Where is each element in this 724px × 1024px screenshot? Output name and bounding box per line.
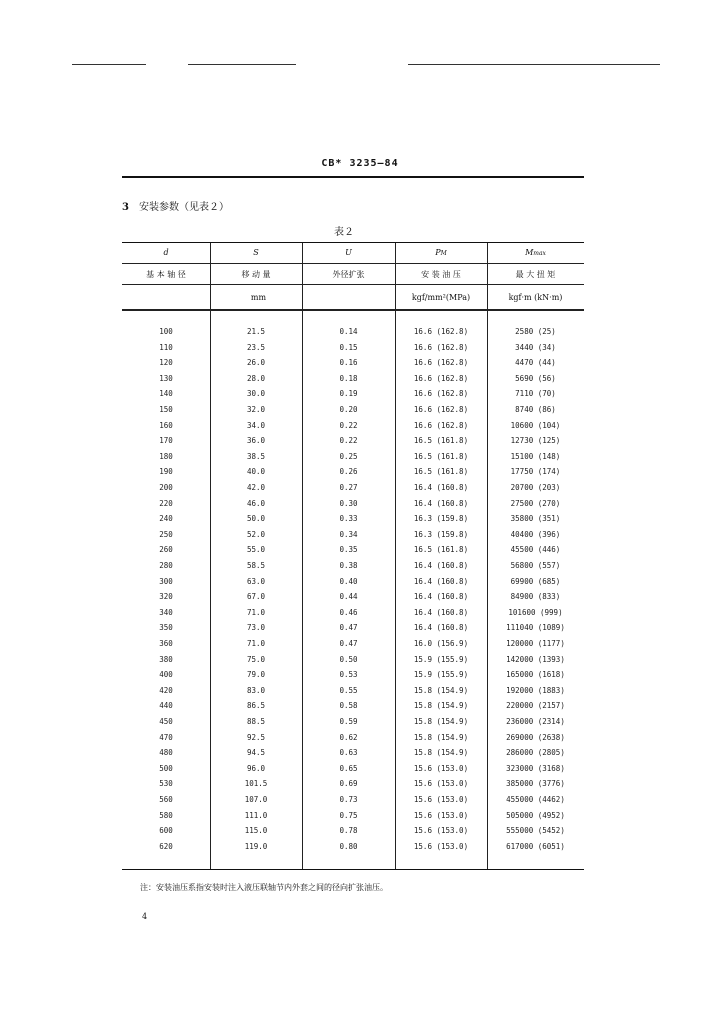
- cell-d: 380: [159, 654, 173, 664]
- cell-p: 16.3 (159.8): [413, 529, 469, 539]
- cell-d: 480: [159, 748, 173, 758]
- cell-m: 286000 (2805): [506, 748, 565, 758]
- cell-u: 0.26: [339, 467, 358, 477]
- table-row: [122, 358, 584, 373]
- cell-p: 15.6 (153.0): [413, 826, 469, 836]
- cell-s: 67.0: [246, 592, 266, 602]
- table-row: [122, 670, 584, 685]
- table-row: [122, 748, 584, 763]
- table-row: [122, 779, 584, 794]
- table-row: [122, 655, 584, 670]
- cell-m: 20700 (203): [510, 483, 561, 492]
- header-unit-pressure: kgf/mm²(MPa): [411, 293, 471, 302]
- cell-m: 192000 (1883): [506, 685, 565, 695]
- parameter-table: [122, 242, 584, 870]
- cell-m: 617000 (6051): [506, 841, 565, 851]
- scan-artifact-line: [72, 64, 146, 65]
- cell-p: 15.8 (154.9): [413, 701, 469, 711]
- cell-p: 16.4 (160.8): [413, 483, 469, 492]
- cell-u: 0.62: [339, 732, 358, 742]
- cell-u: 0.47: [339, 639, 358, 648]
- header-divider: [122, 263, 584, 264]
- cell-d: 300: [159, 576, 173, 586]
- table-row: [122, 374, 584, 389]
- table-row: [122, 592, 584, 607]
- cell-u: 0.65: [339, 763, 358, 773]
- table-row: [122, 686, 584, 701]
- cell-m: 2580 (25): [515, 327, 556, 336]
- cell-m: 220000 (2157): [506, 701, 565, 711]
- cell-p: 15.6 (153.0): [413, 841, 469, 851]
- table-row: [122, 389, 584, 404]
- cell-m: 15100 (148): [510, 451, 561, 461]
- cell-m: 505000 (4952): [506, 810, 565, 820]
- cell-p: 16.6 (162.8): [413, 420, 469, 430]
- cell-u: 0.47: [339, 623, 358, 633]
- cell-s: 52.0: [246, 529, 266, 539]
- cell-u: 0.73: [339, 795, 358, 804]
- header-symbol-mmax: Mmax: [525, 248, 546, 257]
- cell-u: 0.63: [339, 748, 358, 758]
- cell-u: 0.46: [339, 607, 358, 617]
- cell-s: 115.0: [244, 826, 268, 836]
- cell-s: 36.0: [246, 436, 266, 446]
- header-symbol-u: U: [345, 248, 352, 257]
- cell-u: 0.15: [339, 342, 358, 352]
- cell-m: 142000 (1393): [506, 654, 565, 664]
- cell-d: 350: [159, 623, 173, 633]
- cell-p: 15.6 (153.0): [413, 779, 469, 789]
- cell-s: 38.5: [246, 451, 266, 461]
- header-name-m: 最 大 扭 矩: [515, 270, 556, 279]
- cell-s: 50.0: [246, 514, 266, 524]
- cell-d: 400: [159, 670, 173, 680]
- cell-m: 35800 (351): [510, 514, 561, 524]
- cell-d: 530: [159, 779, 173, 789]
- cell-s: 101.5: [244, 779, 268, 789]
- cell-p: 15.8 (154.9): [413, 748, 469, 758]
- table-row: [122, 608, 584, 623]
- cell-s: 28.0: [246, 373, 266, 383]
- cell-d: 470: [159, 732, 173, 742]
- cell-d: 120: [159, 358, 173, 368]
- cell-s: 40.0: [246, 467, 266, 477]
- cell-p: 15.9 (155.9): [413, 670, 469, 680]
- cell-p: 16.3 (159.8): [413, 514, 469, 524]
- cell-s: 26.0: [246, 358, 266, 368]
- table-row: [122, 467, 584, 482]
- cell-p: 15.6 (153.0): [413, 795, 469, 804]
- cell-m: 7110 (70): [515, 389, 556, 399]
- table-row: [122, 343, 584, 358]
- table-caption: 表２: [334, 227, 354, 238]
- header-name-u: 外径扩张: [332, 270, 365, 279]
- cell-d: 240: [159, 514, 173, 524]
- cell-p: 16.4 (160.8): [413, 623, 469, 633]
- cell-u: 0.35: [339, 545, 358, 555]
- cell-m: 455000 (4462): [506, 795, 565, 804]
- cell-p: 16.6 (162.8): [413, 389, 469, 399]
- cell-d: 440: [159, 701, 173, 711]
- cell-u: 0.58: [339, 701, 358, 711]
- header-unit-mm: mm: [250, 293, 267, 302]
- header-bottom-rule: [122, 309, 584, 311]
- cell-u: 0.75: [339, 810, 358, 820]
- cell-s: 79.0: [246, 670, 266, 680]
- cell-p: 16.6 (162.8): [413, 358, 469, 368]
- table-row: [122, 499, 584, 514]
- table-row: [122, 733, 584, 748]
- table-row: [122, 811, 584, 826]
- section-heading: [122, 198, 229, 213]
- cell-d: 320: [159, 592, 173, 602]
- table-row: [122, 623, 584, 638]
- cell-u: 0.53: [339, 670, 358, 680]
- cell-d: 140: [159, 389, 173, 399]
- cell-u: 0.25: [339, 451, 358, 461]
- table-row: [122, 483, 584, 498]
- cell-s: 75.0: [246, 654, 266, 664]
- table-row: [122, 545, 584, 560]
- cell-s: 32.0: [246, 405, 266, 414]
- header-divider: [122, 284, 584, 285]
- cell-d: 150: [159, 405, 173, 414]
- table-row: [122, 405, 584, 420]
- table-row: [122, 514, 584, 529]
- cell-p: 16.5 (161.8): [413, 451, 469, 461]
- table-row: [122, 717, 584, 732]
- cell-u: 0.18: [339, 373, 358, 383]
- cell-d: 130: [159, 373, 173, 383]
- table-row: [122, 327, 584, 342]
- cell-p: 16.0 (156.9): [413, 639, 469, 648]
- cell-m: 40400 (396): [510, 529, 561, 539]
- cell-s: 71.0: [246, 607, 266, 617]
- header-name-p: 安 装 油 压: [421, 270, 461, 279]
- cell-s: 34.0: [246, 420, 266, 430]
- cell-u: 0.40: [339, 576, 358, 586]
- cell-s: 73.0: [246, 623, 266, 633]
- cell-u: 0.22: [339, 420, 358, 430]
- table-row: [122, 701, 584, 716]
- scan-artifact-line: [408, 64, 660, 65]
- cell-p: 16.5 (161.8): [413, 467, 469, 477]
- cell-s: 71.0: [246, 639, 266, 648]
- cell-m: 269000 (2638): [506, 732, 565, 742]
- cell-u: 0.30: [339, 498, 358, 508]
- cell-s: 21.5: [246, 327, 266, 336]
- cell-u: 0.27: [339, 483, 358, 492]
- header-symbol-pm: PM: [435, 248, 447, 257]
- cell-m: 385000 (3776): [506, 779, 565, 789]
- cell-d: 160: [159, 420, 173, 430]
- cell-u: 0.78: [339, 826, 358, 836]
- cell-p: 16.5 (161.8): [413, 436, 469, 446]
- cell-u: 0.55: [339, 685, 358, 695]
- cell-u: 0.69: [339, 779, 358, 789]
- cell-p: 15.8 (154.9): [413, 717, 469, 726]
- cell-m: 555000 (5452): [506, 826, 565, 836]
- cell-s: 92.5: [246, 732, 266, 742]
- cell-u: 0.50: [339, 654, 358, 664]
- cell-m: 323000 (3168): [506, 763, 565, 773]
- cell-u: 0.33: [339, 514, 358, 524]
- cell-p: 16.6 (162.8): [413, 327, 469, 336]
- cell-d: 420: [159, 685, 173, 695]
- cell-m: 120000 (1177): [506, 639, 565, 648]
- cell-s: 83.0: [246, 685, 266, 695]
- table-row: [122, 452, 584, 467]
- cell-u: 0.44: [339, 592, 358, 602]
- cell-u: 0.38: [339, 561, 358, 570]
- page-number: 4: [142, 912, 148, 921]
- header-rule: [122, 176, 584, 178]
- cell-s: 55.0: [246, 545, 266, 555]
- cell-p: 16.6 (162.8): [413, 373, 469, 383]
- cell-p: 16.4 (160.8): [413, 592, 469, 602]
- header-name-d: 基 本 轴 径: [146, 270, 186, 279]
- cell-d: 190: [159, 467, 173, 477]
- cell-d: 110: [159, 342, 173, 352]
- scan-artifact-line: [188, 64, 296, 65]
- cell-u: 0.22: [339, 436, 358, 446]
- cell-p: 16.4 (160.8): [413, 561, 469, 570]
- cell-d: 220: [159, 498, 173, 508]
- cell-d: 600: [159, 826, 173, 836]
- cell-u: 0.59: [339, 717, 358, 726]
- document-header: CB* 3235—84: [321, 158, 399, 169]
- cell-d: 280: [159, 561, 173, 570]
- cell-s: 58.5: [246, 561, 266, 570]
- cell-m: 236000 (2314): [506, 717, 565, 726]
- footnote: 注：安装油压系指安装时注入液压联轴节内外套之间的径向扩张油压。: [140, 883, 388, 892]
- section-title: 安装参数（见表２）: [138, 202, 229, 213]
- table-row: [122, 795, 584, 810]
- cell-d: 500: [159, 763, 173, 773]
- cell-s: 23.5: [246, 342, 266, 352]
- cell-m: 101600 (999): [508, 607, 563, 617]
- cell-s: 111.0: [244, 810, 268, 820]
- cell-d: 620: [159, 841, 173, 851]
- cell-u: 0.34: [339, 529, 358, 539]
- table-row: [122, 639, 584, 654]
- cell-u: 0.80: [339, 841, 358, 851]
- cell-s: 42.0: [246, 483, 266, 492]
- cell-s: 107.0: [244, 795, 268, 804]
- table-row: [122, 561, 584, 576]
- cell-d: 200: [159, 483, 173, 492]
- cell-d: 560: [159, 795, 173, 804]
- cell-s: 30.0: [246, 389, 266, 399]
- section-number: 3: [122, 202, 129, 213]
- cell-s: 63.0: [246, 576, 266, 586]
- cell-s: 119.0: [244, 841, 268, 851]
- cell-d: 180: [159, 451, 173, 461]
- cell-m: 17750 (174): [510, 467, 561, 477]
- cell-p: 15.6 (153.0): [413, 810, 469, 820]
- cell-d: 360: [159, 639, 173, 648]
- cell-m: 10600 (104): [510, 420, 561, 430]
- header-unit-torque: kgf·m (kN·m): [508, 293, 563, 302]
- cell-d: 260: [159, 545, 173, 555]
- table-row: [122, 842, 584, 857]
- table-row: [122, 764, 584, 779]
- cell-m: 12730 (125): [510, 436, 561, 446]
- cell-d: 450: [159, 717, 173, 726]
- cell-u: 0.14: [339, 327, 358, 336]
- cell-m: 45500 (446): [510, 545, 561, 555]
- cell-p: 15.9 (155.9): [413, 654, 469, 664]
- cell-s: 88.5: [246, 717, 266, 726]
- cell-d: 340: [159, 607, 173, 617]
- cell-p: 15.8 (154.9): [413, 732, 469, 742]
- cell-m: 27500 (270): [510, 498, 561, 508]
- table-row: [122, 436, 584, 451]
- cell-m: 111040 (1089): [506, 623, 565, 633]
- cell-u: 0.16: [339, 358, 358, 368]
- cell-p: 16.4 (160.8): [413, 607, 469, 617]
- cell-d: 100: [159, 327, 173, 336]
- cell-d: 250: [159, 529, 173, 539]
- cell-m: 5690 (56): [515, 373, 556, 383]
- cell-m: 8740 (86): [515, 405, 556, 414]
- cell-p: 15.6 (153.0): [413, 763, 469, 773]
- cell-p: 16.6 (162.8): [413, 342, 469, 352]
- cell-u: 0.20: [339, 405, 358, 414]
- cell-s: 94.5: [246, 748, 266, 758]
- cell-s: 86.5: [246, 701, 266, 711]
- cell-m: 56800 (557): [510, 561, 561, 570]
- cell-p: 16.5 (161.8): [413, 545, 469, 555]
- header-name-s: 移 动 量: [241, 270, 271, 279]
- cell-s: 46.0: [246, 498, 266, 508]
- cell-s: 96.0: [246, 763, 266, 773]
- cell-m: 3440 (34): [515, 342, 556, 352]
- cell-m: 69900 (685): [510, 576, 561, 586]
- cell-p: 16.4 (160.8): [413, 576, 469, 586]
- table-row: [122, 421, 584, 436]
- table-row: [122, 826, 584, 841]
- header-symbol-s: S: [253, 248, 259, 257]
- table-row: [122, 577, 584, 592]
- cell-d: 580: [159, 810, 173, 820]
- cell-d: 170: [159, 436, 173, 446]
- header-symbol-d: d: [163, 248, 169, 257]
- cell-m: 165000 (1618): [506, 670, 565, 680]
- cell-p: 16.4 (160.8): [413, 498, 469, 508]
- cell-m: 4470 (44): [515, 358, 556, 368]
- cell-m: 84900 (833): [510, 592, 561, 602]
- cell-p: 16.6 (162.8): [413, 405, 469, 414]
- table-row: [122, 530, 584, 545]
- cell-u: 0.19: [339, 389, 358, 399]
- cell-p: 15.8 (154.9): [413, 685, 469, 695]
